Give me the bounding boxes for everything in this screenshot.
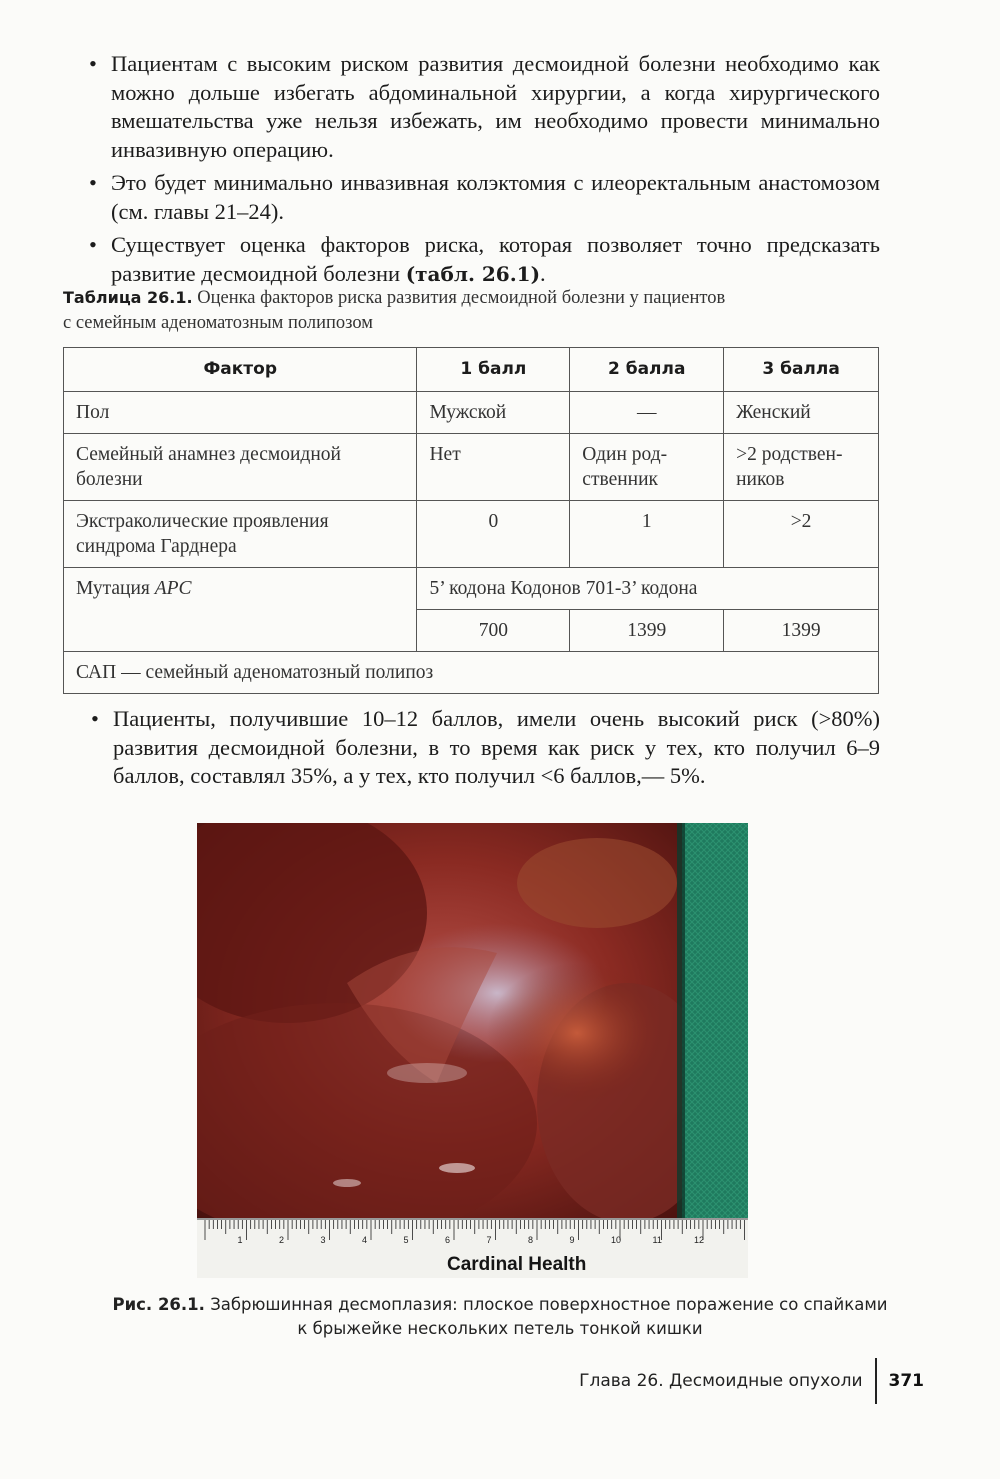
table-cell: —: [570, 392, 724, 434]
bullet-item: [85, 231, 880, 288]
page-number: 371: [888, 1371, 924, 1391]
column-header: Фактор: [64, 348, 417, 392]
column-header: 2 балла: [570, 348, 724, 392]
mutation-label: Мутация: [76, 578, 150, 599]
table-row: [64, 501, 879, 568]
mutation-gene: APC: [154, 578, 192, 599]
table-header-row: [64, 348, 879, 392]
table-cell: Пол: [64, 392, 417, 434]
page-footer: [579, 1358, 924, 1404]
ruler-number: 10: [611, 1235, 622, 1245]
chapter-title: Глава 26. Десмоидные опухоли: [579, 1371, 863, 1391]
bullet-marker: •: [91, 706, 99, 731]
table-footnote: САП — семейный аденоматозный полипоз: [64, 652, 879, 694]
figure-caption-text-2: к брыжейке нескольких петель тонкой кишки: [297, 1319, 703, 1338]
ruler-number: 5: [403, 1235, 409, 1245]
table-caption-text: Оценка факторов риска развития десмоидной болезни у пациентов: [197, 288, 726, 308]
surgical-photo: [197, 823, 748, 1278]
table-cell: 1399: [570, 610, 724, 652]
mutation-cell: [64, 568, 417, 652]
column-header: 3 балла: [724, 348, 879, 392]
bullet-marker: •: [89, 51, 97, 76]
figure-caption-label: Рис. 26.1.: [112, 1295, 205, 1314]
table-cell: Нет: [417, 434, 570, 501]
table-cell: Мужской: [417, 392, 570, 434]
ruler-brand: Cardinal Health: [447, 1254, 587, 1275]
figure-caption: [60, 1293, 940, 1341]
ruler-number: 4: [362, 1235, 368, 1245]
table-cell: >2 родственников: [724, 434, 879, 501]
table-cell: 0: [417, 501, 570, 568]
bullet-item: [85, 50, 880, 164]
ruler-number: 11: [652, 1235, 662, 1245]
bullet-text: Это будет минимально инвазивная колэктомия с илеоректальным анастомозом (см. главы 21–24).: [111, 170, 880, 224]
ruler-number: 9: [569, 1235, 575, 1245]
bullet-marker: •: [89, 232, 97, 257]
table-row: [64, 392, 879, 434]
figure-caption-text: Забрюшинная десмоплазия: плоское поверхностное поражение со спайками: [210, 1295, 888, 1314]
table-cell: 700: [417, 610, 570, 652]
bullet-list-2: [85, 705, 880, 791]
table-footnote-row: [64, 652, 879, 694]
table-caption-label: Таблица 26.1.: [63, 288, 193, 307]
ruler-number: 3: [320, 1235, 326, 1245]
table-cell: >2: [724, 501, 879, 568]
ruler-number: 7: [486, 1235, 492, 1245]
table-row: [64, 434, 879, 501]
table-cell: 5’ кодона Кодонов 701-3’ кодона: [417, 568, 879, 610]
table-row: [64, 568, 879, 610]
table-reference: (табл. 26.1): [405, 261, 541, 286]
bullet-text: Существует оценка факторов риска, которая позволяет точно предсказать развитие десмоидной болезни: [111, 232, 880, 286]
bullet-list: [85, 50, 880, 293]
table-caption-text-2: с семейным аденоматозным полипозом: [63, 313, 373, 333]
ruler-number: 12: [694, 1235, 705, 1245]
bullet-marker: •: [89, 170, 97, 195]
table-cell: 1399: [724, 610, 879, 652]
ruler-number: 8: [528, 1235, 534, 1245]
column-header: 1 балл: [417, 348, 570, 392]
ruler-number: 6: [445, 1235, 451, 1245]
bullet-item: [85, 705, 880, 791]
table-cell: Женский: [724, 392, 879, 434]
risk-factor-table: [63, 347, 879, 694]
ruler-number: 2: [279, 1235, 285, 1245]
table-cell: Один родственник: [570, 434, 724, 501]
table-cell: Экстраколические проявления синдрома Гарднера: [64, 501, 417, 568]
surgical-photo-image: [197, 823, 748, 1278]
bullet-text: Пациентам с высоким риском развития десмоидной болезни необходимо как можно дольше избегать абдоминальной хирургии, а когда хирургического вмешательства уже нельзя избежать, им необходимо провести минимально инвазивную операцию.: [111, 51, 880, 162]
table-caption: [63, 285, 878, 336]
bullet-text: Пациенты, получившие 10–12 баллов, имели очень высокий риск (>80%) развития десмоидной болезни, в то время как риск у тех, кто получил 6–9 баллов, составлял 35%, а у тех, кто получил <6 баллов,— 5%.: [113, 706, 880, 788]
table-cell: 1: [570, 501, 724, 568]
bullet-item: [85, 169, 880, 226]
ruler-number: 1: [237, 1235, 243, 1245]
bullet-end: .: [540, 260, 546, 286]
table-cell: Семейный анамнез десмоидной болезни: [64, 434, 417, 501]
